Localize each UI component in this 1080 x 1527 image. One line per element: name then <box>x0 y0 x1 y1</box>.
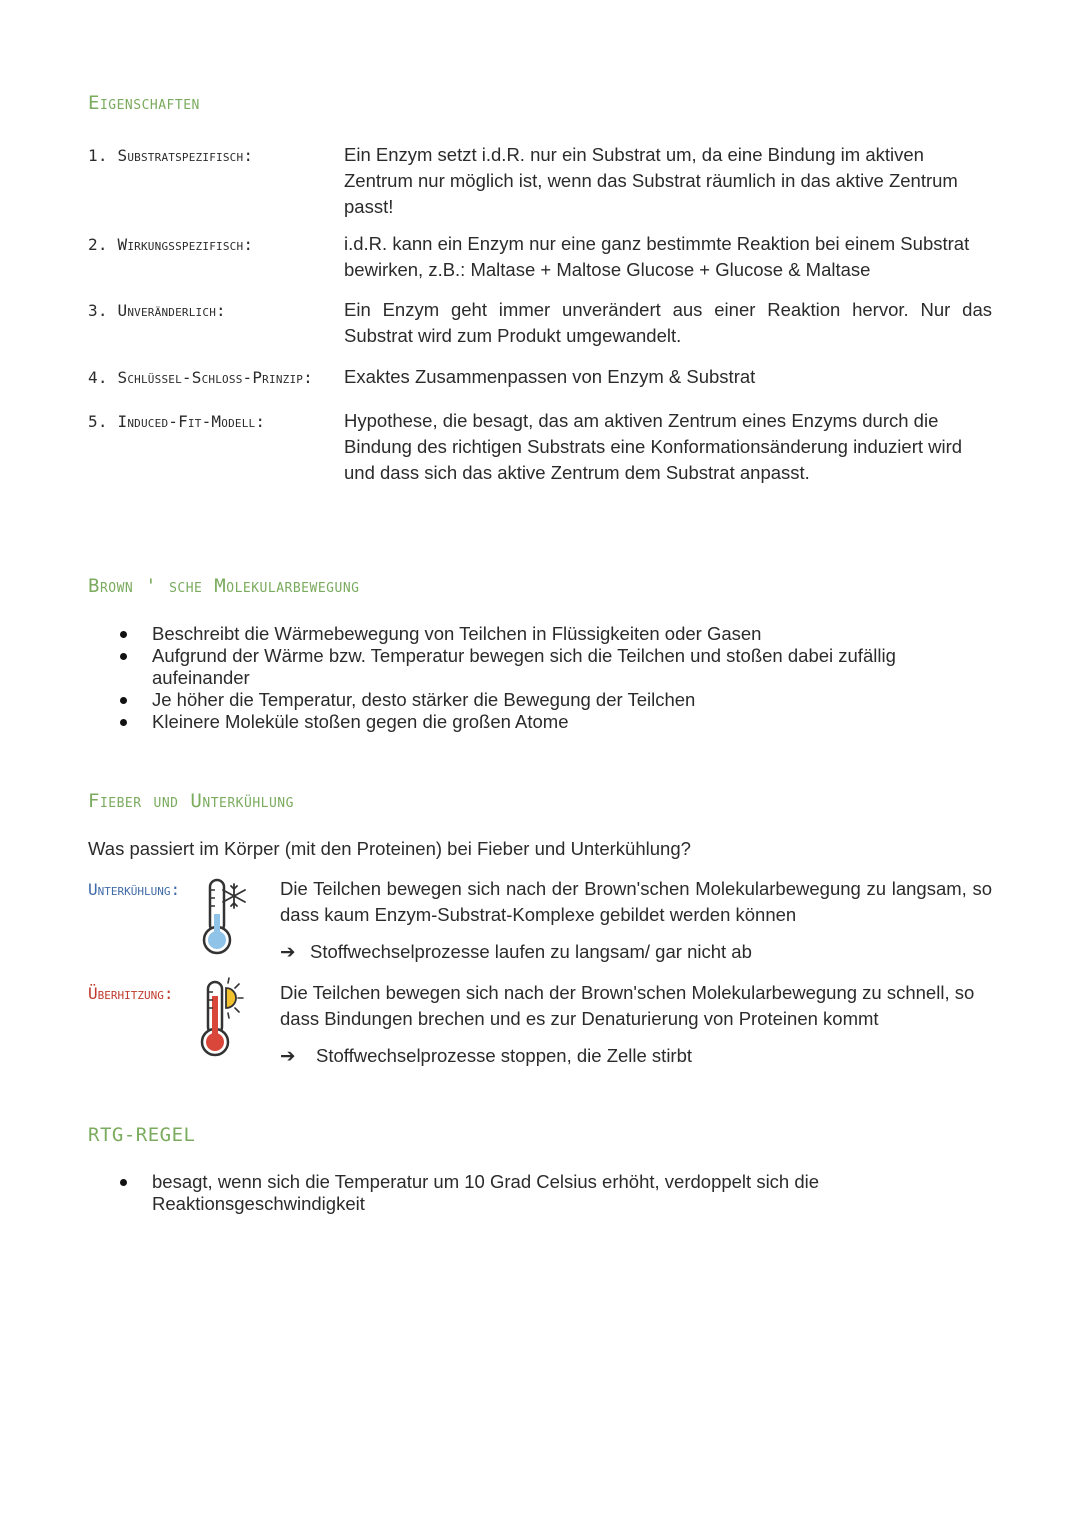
term-induced-fit-modell: 5. Induced-Fit-Modell: <box>88 412 266 431</box>
desc-wirkungsspezifisch: i.d.R. kann ein Enzym nur eine ganz bestimmte Reaktion bei einem Substrat bewirken, z.B.: Maltase + Maltose Glucose + Glucose & Maltase <box>344 233 970 280</box>
text-unterkuehlung: Die Teilchen bewegen sich nach der Brown'schen Molekularbewegung zu langsam, so dass kaum Enzym-Substrat-Komplexe gebildet werden können <box>280 878 992 925</box>
fieber-question: Was passiert im Körper (mit den Proteinen) bei Fieber und Unterkühlung? <box>88 838 691 859</box>
section-heading-fieber: Fieber und Unterkühlung <box>88 790 294 812</box>
term-schluessel-schloss-prinzip: 4. Schlüssel-Schloss-Prinzip: <box>88 368 313 387</box>
label-ueberhitzung: Überhitzung: <box>88 984 174 1003</box>
section-heading-eigenschaften: Eigenschaften <box>88 92 200 114</box>
list-item: Aufgrund der Wärme bzw. Temperatur bewegen sich die Teilchen und stoßen dabei zufällig aufeinander <box>88 645 968 689</box>
result-text: Stoffwechselprozesse laufen zu langsam/ gar nicht ab <box>310 941 752 962</box>
arrow-right-icon: ➔ <box>280 1045 296 1066</box>
arrow-right-icon: ➔ <box>280 941 296 962</box>
list-item: Kleinere Moleküle stoßen gegen die großen Atome <box>88 711 968 733</box>
term-unveraenderlich: 3. Unveränderlich: <box>88 301 226 320</box>
thermometer-hot-icon <box>196 976 256 1060</box>
text-ueberhitzung: Die Teilchen bewegen sich nach der Brown'schen Molekularbewegung zu schnell, so dass Bindungen brechen und es zur Denaturierung von Proteinen kommt <box>280 982 975 1029</box>
desc-unveraenderlich: Ein Enzym geht immer unverändert aus einer Reaktion hervor. Nur das Substrat wird zum Produkt umgewandelt. <box>344 299 992 346</box>
section-heading-brown: Brown ' sche Molekularbewegung <box>88 575 360 597</box>
rtg-bullet-list <box>88 1171 908 1215</box>
section-heading-rtg: RTG-REGEL <box>88 1124 196 1146</box>
term-substratspezifisch: 1. Substratspezifisch: <box>88 146 254 165</box>
label-unterkuehlung: Unterkühlung: <box>88 880 181 899</box>
list-item: Je höher die Temperatur, desto stärker die Bewegung der Teilchen <box>88 689 968 711</box>
result-ueberhitzung <box>280 1044 980 1068</box>
desc-induced-fit-modell: Hypothese, die besagt, das am aktiven Zentrum eines Enzyms durch die Bindung des richtigen Substrats eine Konformationsänderung induziert wird und dass sich das aktive Zentrum dem Substrat anpasst. <box>344 410 963 483</box>
desc-substratspezifisch: Ein Enzym setzt i.d.R. nur ein Substrat um, da eine Bindung im aktiven Zentrum nur möglich ist, wenn das Substrat räumlich in das aktive Zentrum passt! <box>344 144 958 217</box>
result-unterkuehlung <box>280 940 980 964</box>
list-item: Beschreibt die Wärmebewegung von Teilchen in Flüssigkeiten oder Gasen <box>88 623 968 645</box>
term-wirkungsspezifisch: 2. Wirkungsspezifisch: <box>88 235 254 254</box>
thermometer-cold-icon <box>196 874 256 958</box>
desc-schluessel-schloss-prinzip: Exaktes Zusammenpassen von Enzym & Substrat <box>344 366 756 387</box>
brown-bullet-list <box>88 623 968 733</box>
result-text: Stoffwechselprozesse stoppen, die Zelle stirbt <box>316 1045 693 1066</box>
list-item: besagt, wenn sich die Temperatur um 10 Grad Celsius erhöht, verdoppelt sich die Reaktionsgeschwindigkeit <box>88 1171 908 1215</box>
